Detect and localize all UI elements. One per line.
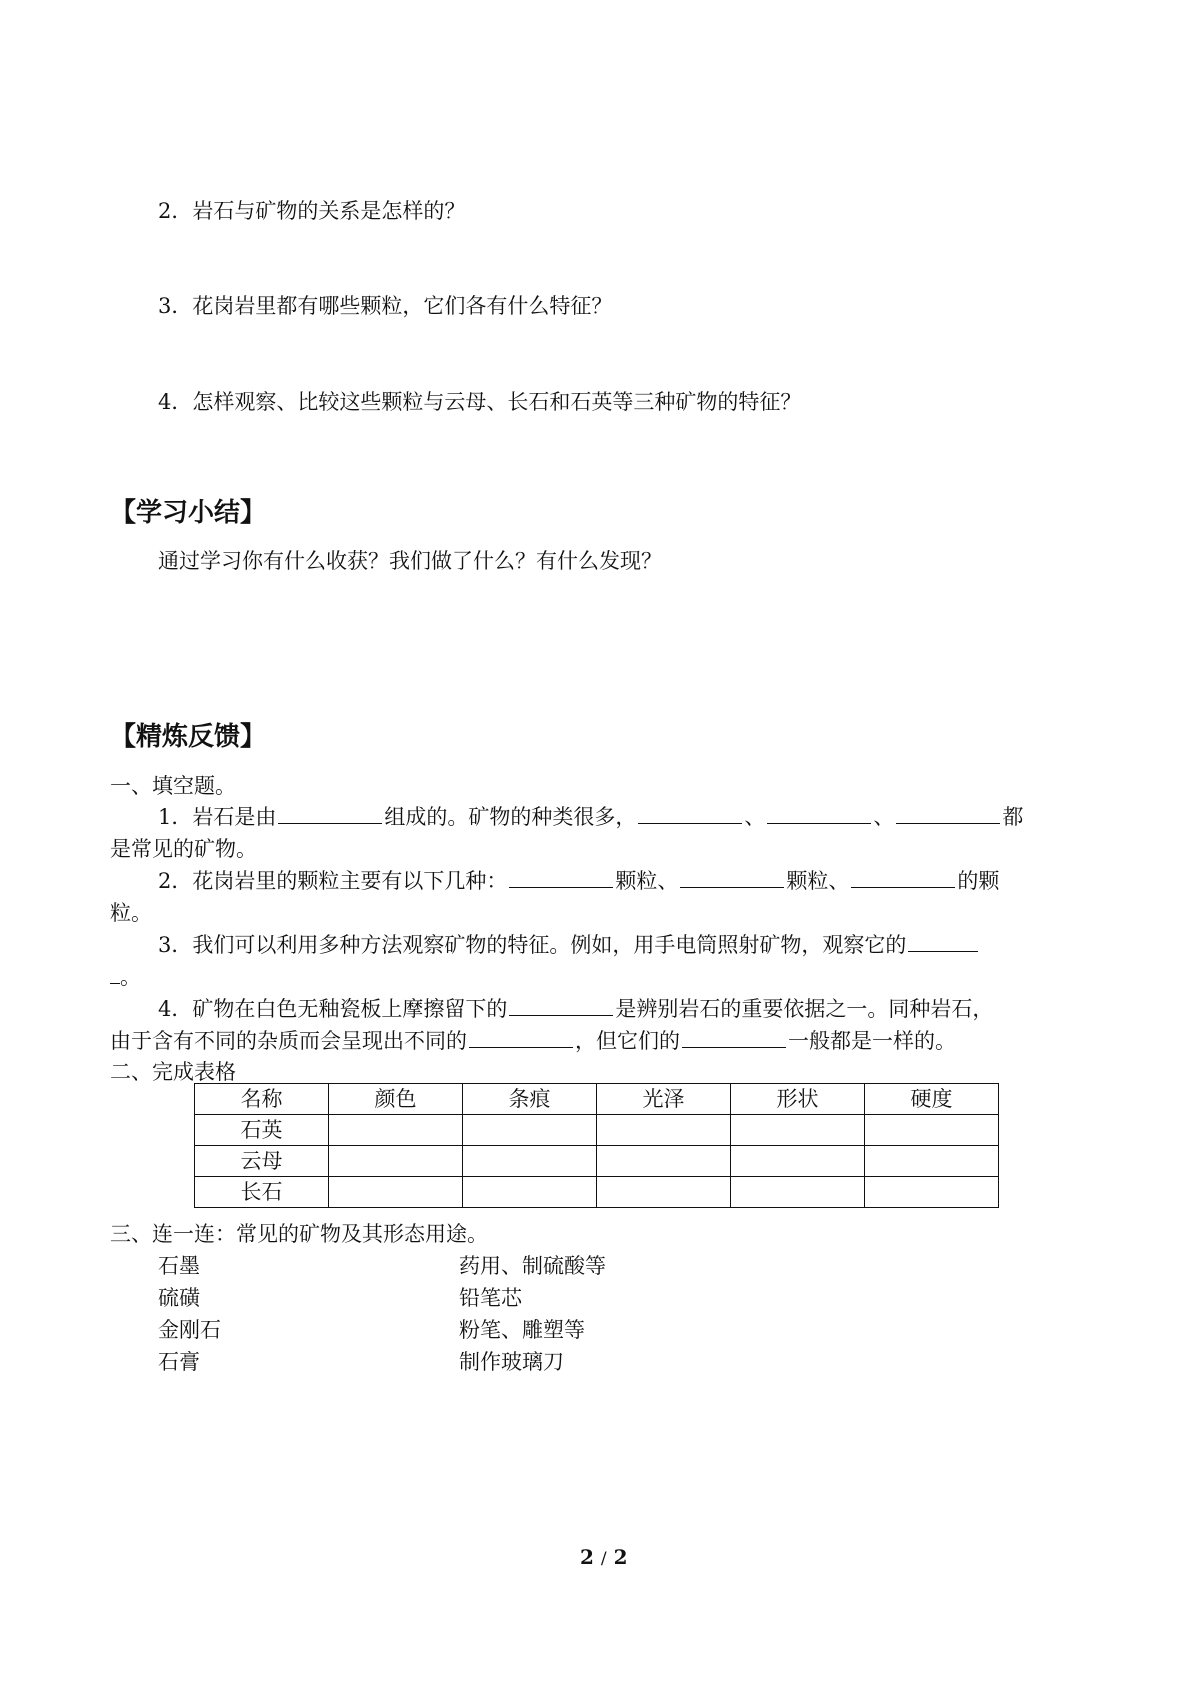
answer-blank[interactable] — [851, 869, 955, 888]
fill-item-1-text-d: 、 — [873, 805, 895, 829]
fill-item-1-text-c: 、 — [744, 805, 766, 829]
answer-blank[interactable] — [767, 805, 871, 824]
fill-item-2 — [158, 865, 999, 895]
match-right-item[interactable]: 制作玻璃刀 — [459, 1350, 564, 1374]
question-2: 2．岩石与矿物的关系是怎样的？ — [158, 199, 466, 223]
answer-cell[interactable] — [597, 1146, 731, 1177]
fill-item-1-text-a: 1．岩石是由 — [158, 805, 277, 829]
table-header-cell: 光泽 — [597, 1084, 731, 1115]
answer-cell[interactable] — [865, 1115, 999, 1146]
summary-heading: 【学习小结】 — [110, 498, 267, 528]
practice-heading: 【精炼反馈】 — [110, 722, 267, 752]
answer-cell[interactable] — [329, 1177, 463, 1208]
answer-blank[interactable] — [469, 1029, 573, 1048]
answer-blank[interactable] — [509, 997, 613, 1016]
fill-item-2-text-b: 颗粒、 — [615, 869, 679, 893]
fill-item-2-text-c: 颗粒、 — [786, 869, 850, 893]
question-4: 4．怎样观察、比较这些颗粒与云母、长石和石英等三种矿物的特征？ — [158, 390, 802, 414]
fill-item-1-text-e: 都 — [1002, 805, 1024, 829]
table-row — [195, 1146, 999, 1177]
table-header-cell: 条痕 — [463, 1084, 597, 1115]
answer-blank[interactable] — [682, 1029, 786, 1048]
answer-blank[interactable] — [680, 869, 784, 888]
mineral-name-cell: 长石 — [195, 1177, 329, 1208]
fill-item-1-text-b: 组成的。矿物的种类很多， — [384, 805, 637, 829]
page-total: 2 — [613, 1545, 628, 1569]
table-header-cell: 颜色 — [329, 1084, 463, 1115]
table-header-cell: 形状 — [731, 1084, 865, 1115]
mineral-table — [194, 1083, 999, 1208]
answer-blank[interactable] — [896, 805, 1000, 824]
answer-cell[interactable] — [463, 1115, 597, 1146]
fill-item-2-text-a: 2．花岗岩里的颗粒主要有以下几种： — [158, 869, 508, 893]
match-left-item[interactable]: 硫磺 — [158, 1286, 200, 1310]
fill-item-3 — [158, 929, 980, 959]
mineral-name-cell: 石英 — [195, 1115, 329, 1146]
match-section-title: 三、连一连：常见的矿物及其形态用途。 — [110, 1222, 488, 1246]
table-header-cell: 名称 — [195, 1084, 329, 1115]
mineral-name-cell: 云母 — [195, 1146, 329, 1177]
table-row — [195, 1177, 999, 1208]
summary-prompt: 通过学习你有什么收获？我们做了什么？有什么发现？ — [158, 549, 662, 573]
match-right-item[interactable]: 铅笔芯 — [459, 1286, 522, 1310]
answer-blank[interactable] — [638, 805, 742, 824]
answer-cell[interactable] — [597, 1177, 731, 1208]
table-row — [195, 1115, 999, 1146]
answer-cell[interactable] — [731, 1146, 865, 1177]
page-separator: / — [600, 1549, 607, 1569]
answer-cell[interactable] — [463, 1146, 597, 1177]
answer-blank[interactable] — [278, 805, 382, 824]
table-header-row — [195, 1084, 999, 1115]
fill-section-title: 一、填空题。 — [110, 774, 236, 798]
fill-item-4 — [158, 993, 993, 1023]
answer-cell[interactable] — [329, 1146, 463, 1177]
fill-item-4-text-d: ，但它们的 — [575, 1029, 680, 1053]
fill-item-1-line-2: 是常见的矿物。 — [110, 837, 257, 861]
answer-cell[interactable] — [597, 1115, 731, 1146]
fill-item-3-text-a: 3．我们可以利用多种方法观察矿物的特征。例如，用手电筒照射矿物，观察它的 — [158, 933, 907, 957]
question-3: 3．花岗岩里都有哪些颗粒，它们各有什么特征？ — [158, 294, 613, 318]
table-section-title: 二、完成表格 — [110, 1060, 236, 1084]
fill-item-4-text-a: 4．矿物在白色无釉瓷板上摩擦留下的 — [158, 997, 508, 1021]
fill-item-4-text-c: 由于含有不同的杂质而会呈现出不同的 — [110, 1029, 467, 1053]
answer-blank[interactable] — [509, 869, 613, 888]
answer-cell[interactable] — [463, 1177, 597, 1208]
fill-item-3-line-2 — [110, 961, 141, 991]
match-right-item[interactable]: 粉笔、雕塑等 — [459, 1318, 585, 1342]
page-current: 2 — [580, 1545, 594, 1569]
fill-item-1 — [158, 801, 1023, 831]
fill-item-2-text-d: 的颗 — [957, 869, 1000, 893]
match-left-item[interactable]: 石墨 — [158, 1254, 200, 1278]
answer-cell[interactable] — [865, 1146, 999, 1177]
fill-item-4-text-e: 一般都是一样的。 — [788, 1029, 956, 1053]
answer-cell[interactable] — [865, 1177, 999, 1208]
fill-item-3-text-b: 。 — [120, 965, 141, 989]
fill-item-4-line-2 — [110, 1025, 956, 1055]
answer-blank[interactable] — [908, 933, 978, 952]
page-number — [580, 1545, 628, 1569]
answer-blank[interactable] — [110, 965, 120, 984]
answer-cell[interactable] — [731, 1177, 865, 1208]
fill-item-4-text-b: 是辨别岩石的重要依据之一。同种岩石， — [615, 997, 994, 1021]
match-right-item[interactable]: 药用、制硫酸等 — [459, 1254, 606, 1278]
fill-item-2-line-2: 粒。 — [110, 901, 152, 925]
match-left-item[interactable]: 石膏 — [158, 1350, 200, 1374]
answer-cell[interactable] — [329, 1115, 463, 1146]
match-left-item[interactable]: 金刚石 — [158, 1318, 221, 1342]
answer-cell[interactable] — [731, 1115, 865, 1146]
table-header-cell: 硬度 — [865, 1084, 999, 1115]
